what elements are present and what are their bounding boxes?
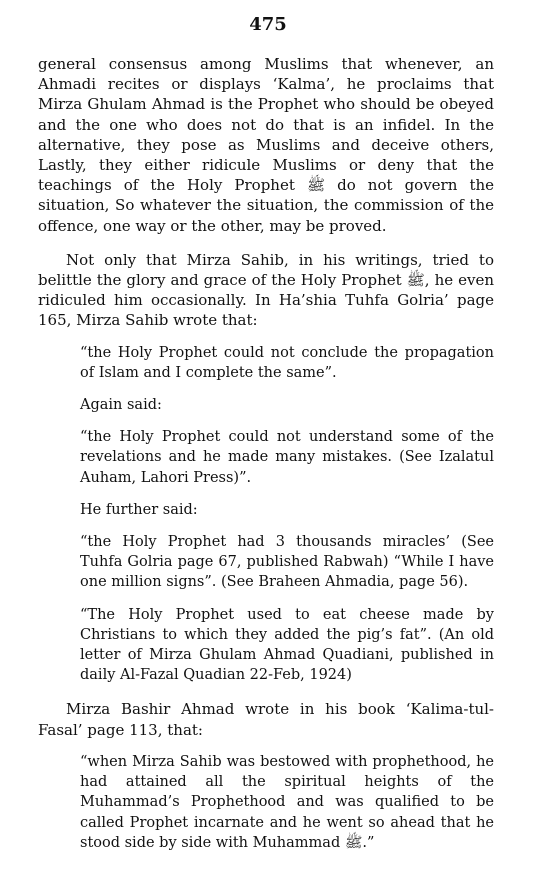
quote-prophethood: “when Mirza Sahib was bestowed with prophethood, he had attained all the spiritual heights of the Muhammad’s Prophethood and was qualified to be called Prophet incarnate and he went so ahead that he stood side by side with Muhammad ﷺ.” [80, 753, 494, 851]
note-further-said: He further said: [80, 501, 198, 518]
paragraph-belittle: Not only that Mirza Sahib, in his writings, tried to belittle the glory and grace of the Holy Prophet ﷺ, he even ridiculed him occasionally. In Ha’shia Tuhfa Golria’ page 165, Mirza Sahib wrote that: [38, 250, 494, 330]
paragraph-consensus: general consensus among Muslims that whenever, an Ahmadi recites or displays ‘Kalma’, he proclaims that Mirza Ghulam Ahmad is the Prophet who should be obeyed and the one who does not do that is an infidel. In the alternative, they pose as Muslims and deceive others, Lastly, they either ridicule Muslims or deny that the teachings of the Holy Prophet ﷺ do not govern the situation, So whatever the situation, the commission of the offence, one way or the other, may be proved. [38, 55, 495, 235]
document-page [38, 14, 494, 853]
paragraph-bashir-ahmad: Mirza Bashir Ahmad wrote in his book ‘Kalima-tul-Fasal’ page 113, that: [38, 700, 494, 739]
quote-miracles: “the Holy Prophet had 3 thousands miracles’ (See Tuhfa Golria page 67, published Rabwah) “While I have one million signs”. (See Braheen Ahmadia, page 56). [80, 534, 494, 591]
quote-cheese: “The Holy Prophet used to eat cheese made by Christians to which they added the pig’s fat”. (An old letter of Mirza Ghulam Ahmad Quadiani, published in daily Al-Fazal Quadian 22-Feb, 1924) [80, 606, 494, 684]
note-again-said: Again said: [80, 397, 162, 414]
quote-propagation: “the Holy Prophet could not conclude the propagation of Islam and I complete the same”. [80, 344, 494, 381]
page-number: 475 [249, 14, 287, 35]
quote-revelations: “the Holy Prophet could not understand some of the revelations and he made many mistakes. (See Izalatul Auham, Lahori Press)”. [80, 429, 494, 486]
